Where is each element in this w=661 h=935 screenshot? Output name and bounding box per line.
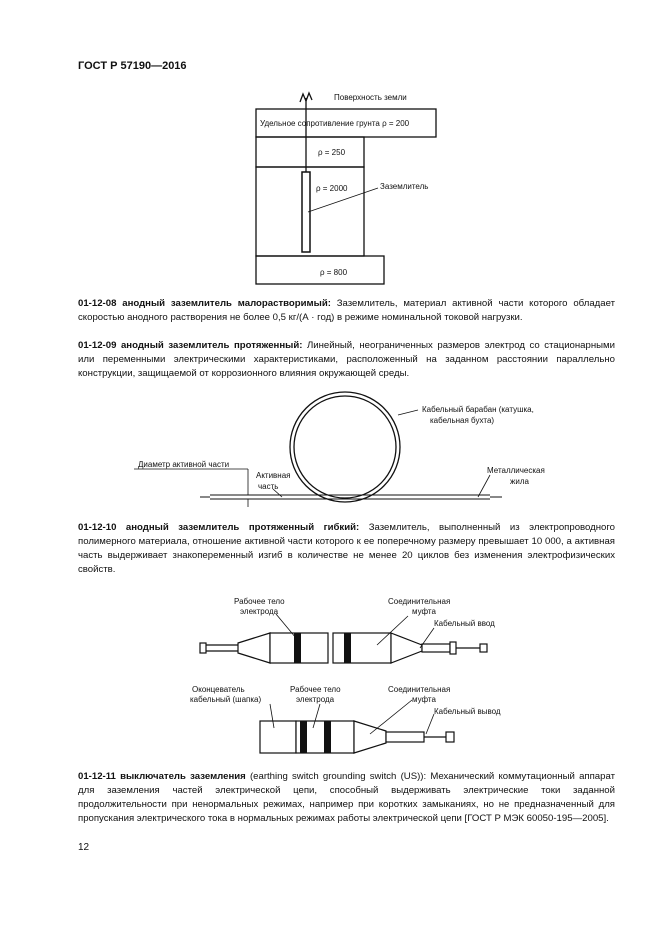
coupling-label-2b: муфта xyxy=(412,695,436,704)
body-label-1: Рабочее тело xyxy=(234,597,285,606)
layer2-label: ρ = 250 xyxy=(318,148,346,157)
page-header: ГОСТ Р 57190—2016 xyxy=(78,60,187,72)
definition-01-12-10: 01-12-10 анодный заземлитель протяженный гибкий: Заземлитель, выполненный из электропроводного полимерного материала, отношение активной части которого к ее поперечному размеру превышает 10 000, а активная часть выдерживает знакопеременный изгиб в количестве не менее 20 циклов без изменения электрофизических свойств. xyxy=(78,522,615,575)
coupling-label-1b: Соединительная xyxy=(388,685,451,694)
metal-core-label-2: жила xyxy=(510,477,529,486)
coupling-label-1: Соединительная xyxy=(388,597,451,606)
top-layer-label: Удельное сопротивление грунта ρ = 200 xyxy=(260,119,410,128)
diameter-label: Диаметр активной части xyxy=(138,460,230,469)
drum-label-2: кабельная бухта) xyxy=(430,416,495,425)
ground-symbol-icon xyxy=(300,93,312,102)
cable-drum-figure xyxy=(130,385,570,515)
flexible-electrode-figure xyxy=(190,588,530,763)
cable-out-label: Кабельный вывод xyxy=(434,707,501,716)
body-label-2b: электрода xyxy=(296,695,335,704)
electrode-band-3 xyxy=(300,721,307,753)
electrode-band-1 xyxy=(294,633,301,663)
drum-label-1: Кабельный барабан (катушка, xyxy=(422,405,534,414)
metal-core-label-1: Металлическая xyxy=(487,466,545,475)
surface-label: Поверхность земли xyxy=(334,93,407,102)
body-label-2: электрода xyxy=(240,607,279,616)
electrode-band-4 xyxy=(324,721,331,753)
end-cap-label-1: Оконцеватель xyxy=(192,685,245,694)
active-part-label-1: Активная xyxy=(256,471,291,480)
cable-lead-label: Кабельный ввод xyxy=(434,619,495,628)
soil-layers-figure xyxy=(250,88,450,288)
end-cap-label-2: кабельный (шапка) xyxy=(190,695,262,704)
electrode-label: Заземлитель xyxy=(380,182,429,191)
definition-01-12-09: 01-12-09 анодный заземлитель протяженный: Линейный, неограниченных размеров электрод со стационарными или переменными электрическими характеристиками, расположенный на заданном расстоянии параллельно конструкции, защищаемой от коррозионного влияния окружающей среды. xyxy=(78,340,616,379)
electrode-band-2 xyxy=(344,633,351,663)
layer4-label: ρ = 800 xyxy=(320,268,348,277)
body-label-1b: Рабочее тело xyxy=(290,685,341,694)
coupling-label-2: муфта xyxy=(412,607,436,616)
layer3-label: ρ = 2000 xyxy=(316,184,348,193)
definition-01-12-08: 01-12-08 анодный заземлитель малорастворимый: Заземлитель, материал активной части которого обладает скоростью анодного растворения не более 0,5 кг/(А · год) в режиме номинальной токовой нагрузки. xyxy=(78,298,615,323)
soil-layer-2 xyxy=(256,137,364,167)
active-part-label-2: часть xyxy=(258,482,279,491)
definition-01-12-11: 01-12-11 выключатель заземления (earthing switch grounding switch (US)): Механический коммутационный аппарат для заземления частей электрической цепи, способный выдерживать электрические токи заданной продолжительности при ненормальных режимах, например при коротких замыканиях, но не предназначенный для пропускания электрического тока в нормальных режимах работы электрической цепи [ГОСТ Р МЭК 60050-195—2005]. xyxy=(78,771,615,824)
page-number: 12 xyxy=(78,842,90,853)
